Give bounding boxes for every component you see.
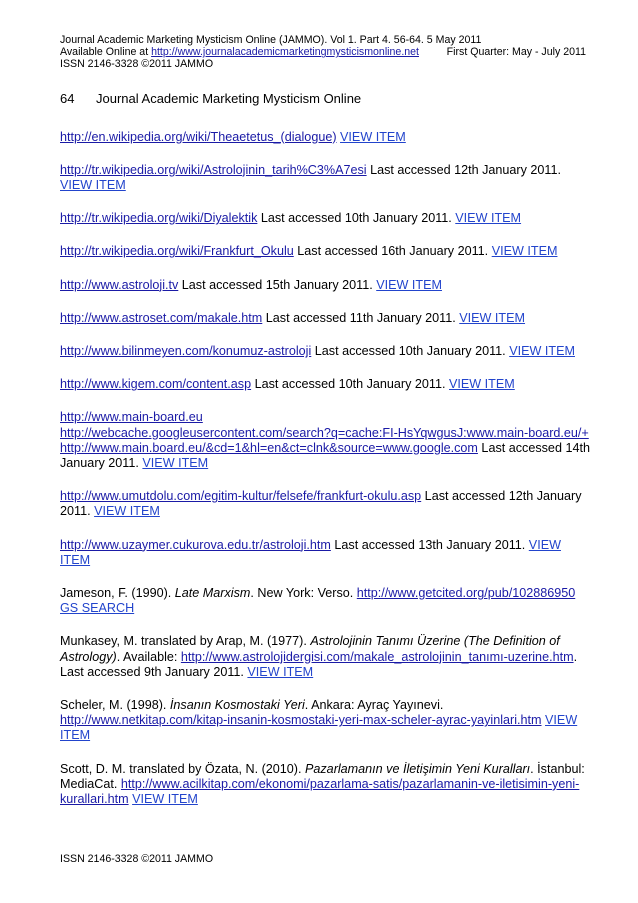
reference-url[interactable]: http://tr.wikipedia.org/wiki/Frankfurt_Okulu [60, 244, 294, 259]
reference-author: Scott, D. M. translated by Özata, N. (2010). [60, 761, 305, 776]
view-item-link[interactable]: VIEW ITEM [132, 792, 198, 807]
view-item-link[interactable]: VIEW ITEM [455, 211, 522, 226]
header-issn: ISSN 2146-3328 ©2011 JAMMO [60, 58, 214, 71]
reference-item [60, 278, 590, 293]
header-availability-row [60, 46, 590, 58]
view-item-link[interactable]: VIEW ITEM [142, 456, 209, 471]
reference-author: Jameson, F. (1990). [60, 586, 175, 601]
last-accessed: Last accessed 10th January 2011. [311, 344, 506, 359]
view-item-link[interactable]: VIEW ITEM [340, 129, 406, 144]
reference-url[interactable]: http://www.astroset.com/makale.htm [60, 310, 263, 325]
last-accessed: Last accessed 10th January 2011. [251, 377, 446, 392]
journal-header [60, 34, 590, 71]
reference-url[interactable]: http://www.uzaymer.cukurova.edu.tr/astroloji.htm [60, 537, 331, 552]
view-item-link[interactable]: VIEW ITEM [459, 310, 526, 325]
reference-publisher: . Ankara: Ayraç Yayınevi. [304, 698, 444, 713]
reference-url[interactable]: http://www.kigem.com/content.asp [60, 377, 252, 392]
last-accessed: Last accessed 12th January 2011. [60, 489, 582, 519]
reference-url[interactable]: http://www.getcited.org/pub/102886950 [356, 586, 576, 601]
reference-url[interactable]: http://www.main-board.eu [60, 410, 203, 425]
reference-title: Late Marxism [174, 586, 251, 601]
reference-url[interactable]: http://www.astrolojidergisi.com/makale_astrolojinin_tanımı-uzerine.htm [180, 649, 574, 664]
reference-cache-url[interactable]: http://webcache.googleusercontent.com/search?q=cache:FI-HsYqwgusJ:www.main-board.eu/+http://www.main.board.eu/&cd=1&hl=en&ct=clnk&source=www.google.com [60, 425, 589, 455]
gs-search-link[interactable]: GS SEARCH [60, 601, 135, 616]
running-head-title: Journal Academic Marketing Mysticism Online [96, 90, 362, 106]
reference-url[interactable]: http://www.astroloji.tv [60, 277, 179, 292]
view-item-link[interactable]: VIEW ITEM [60, 178, 126, 193]
view-item-link[interactable]: VIEW ITEM [449, 377, 515, 392]
availability-prefix: Available Online at [60, 46, 152, 59]
reference-item [60, 538, 590, 568]
reference-item [60, 163, 590, 193]
reference-title: Astrolojinin Tanımı Üzerine (The Definition of Astrology) [60, 634, 560, 664]
header-citation: Journal Academic Marketing Mysticism Online (JAMMO). Vol 1. Part 4. 56-64. 5 May 2011 [60, 34, 482, 46]
reference-author: Munkasey, M. translated by Arap, M. (1977). [60, 634, 311, 649]
reference-item [60, 344, 590, 359]
reference-list [60, 130, 590, 808]
page [60, 34, 590, 825]
reference-url[interactable]: http://tr.wikipedia.org/wiki/Astrolojinin_tarih%C3%A7esi [60, 162, 367, 177]
header-quarter: First Quarter: May - July 2011 [446, 46, 586, 59]
reference-item [60, 762, 590, 808]
footer-issn: ISSN 2146-3328 ©2011 JAMMO [60, 853, 214, 865]
reference-item [60, 410, 590, 471]
last-accessed: Last accessed 10th January 2011. [257, 211, 452, 226]
last-accessed: Last accessed 14th January 2011. [60, 440, 590, 471]
last-accessed: . Last accessed 9th January 2011. [60, 649, 578, 679]
reference-title: Pazarlamanın ve İletişimin Yeni Kuralları [304, 761, 531, 776]
reference-item [60, 377, 590, 392]
reference-item [60, 586, 590, 616]
reference-url[interactable]: http://www.netkitap.com/kitap-insanin-kosmostaki-yeri-max-scheler-ayrac-yayinlari.htm [60, 713, 542, 728]
view-item-link[interactable]: VIEW ITEM [509, 344, 575, 359]
running-head [60, 91, 590, 106]
reference-item [60, 489, 590, 519]
view-item-link[interactable]: VIEW ITEM [376, 277, 442, 292]
reference-available: . Available: [116, 649, 181, 664]
view-item-link[interactable]: VIEW ITEM [60, 713, 578, 743]
reference-url[interactable]: http://tr.wikipedia.org/wiki/Diyalektik [60, 211, 258, 226]
page-number: 64 [60, 90, 75, 106]
reference-item [60, 130, 590, 145]
reference-url[interactable]: http://en.wikipedia.org/wiki/Theaetetus_(dialogue) [60, 129, 337, 144]
reference-item [60, 244, 590, 259]
reference-url[interactable]: http://www.bilinmeyen.com/konumuz-astroloji [60, 344, 312, 359]
reference-title: İnsanın Kosmostaki Yeri [169, 698, 305, 713]
reference-item [60, 698, 590, 744]
last-accessed: Last accessed 16th January 2011. [293, 244, 489, 259]
view-item-link[interactable]: VIEW ITEM [491, 244, 558, 259]
last-accessed: Last accessed 11th January 2011. [262, 310, 456, 325]
reference-author: Scheler, M. (1998). [60, 698, 170, 713]
header-availability [60, 46, 419, 58]
reference-item [60, 311, 590, 326]
view-item-link[interactable]: VIEW ITEM [60, 537, 561, 567]
view-item-link[interactable]: VIEW ITEM [247, 664, 314, 679]
reference-item [60, 211, 590, 226]
reference-publisher: . New York: Verso. [250, 586, 357, 601]
journal-website-link[interactable]: http://www.journalacademicmarketingmysticismonline.net [151, 46, 419, 59]
reference-publisher: . İstanbul: MediaCat. [60, 761, 585, 791]
reference-item [60, 634, 590, 680]
last-accessed: Last accessed 12th January 2011. [366, 162, 561, 177]
view-item-link[interactable]: VIEW ITEM [94, 504, 160, 519]
reference-url[interactable]: http://www.acilkitap.com/ekonomi/pazarlama-satis/pazarlamanin-ve-iletisimin-yeni-kurallari.htm [60, 776, 580, 807]
reference-url[interactable]: http://www.umutdolu.com/egitim-kultur/felsefe/frankfurt-okulu.asp [60, 489, 422, 504]
last-accessed: Last accessed 15th January 2011. [178, 277, 373, 292]
last-accessed: Last accessed 13th January 2011. [330, 537, 526, 552]
